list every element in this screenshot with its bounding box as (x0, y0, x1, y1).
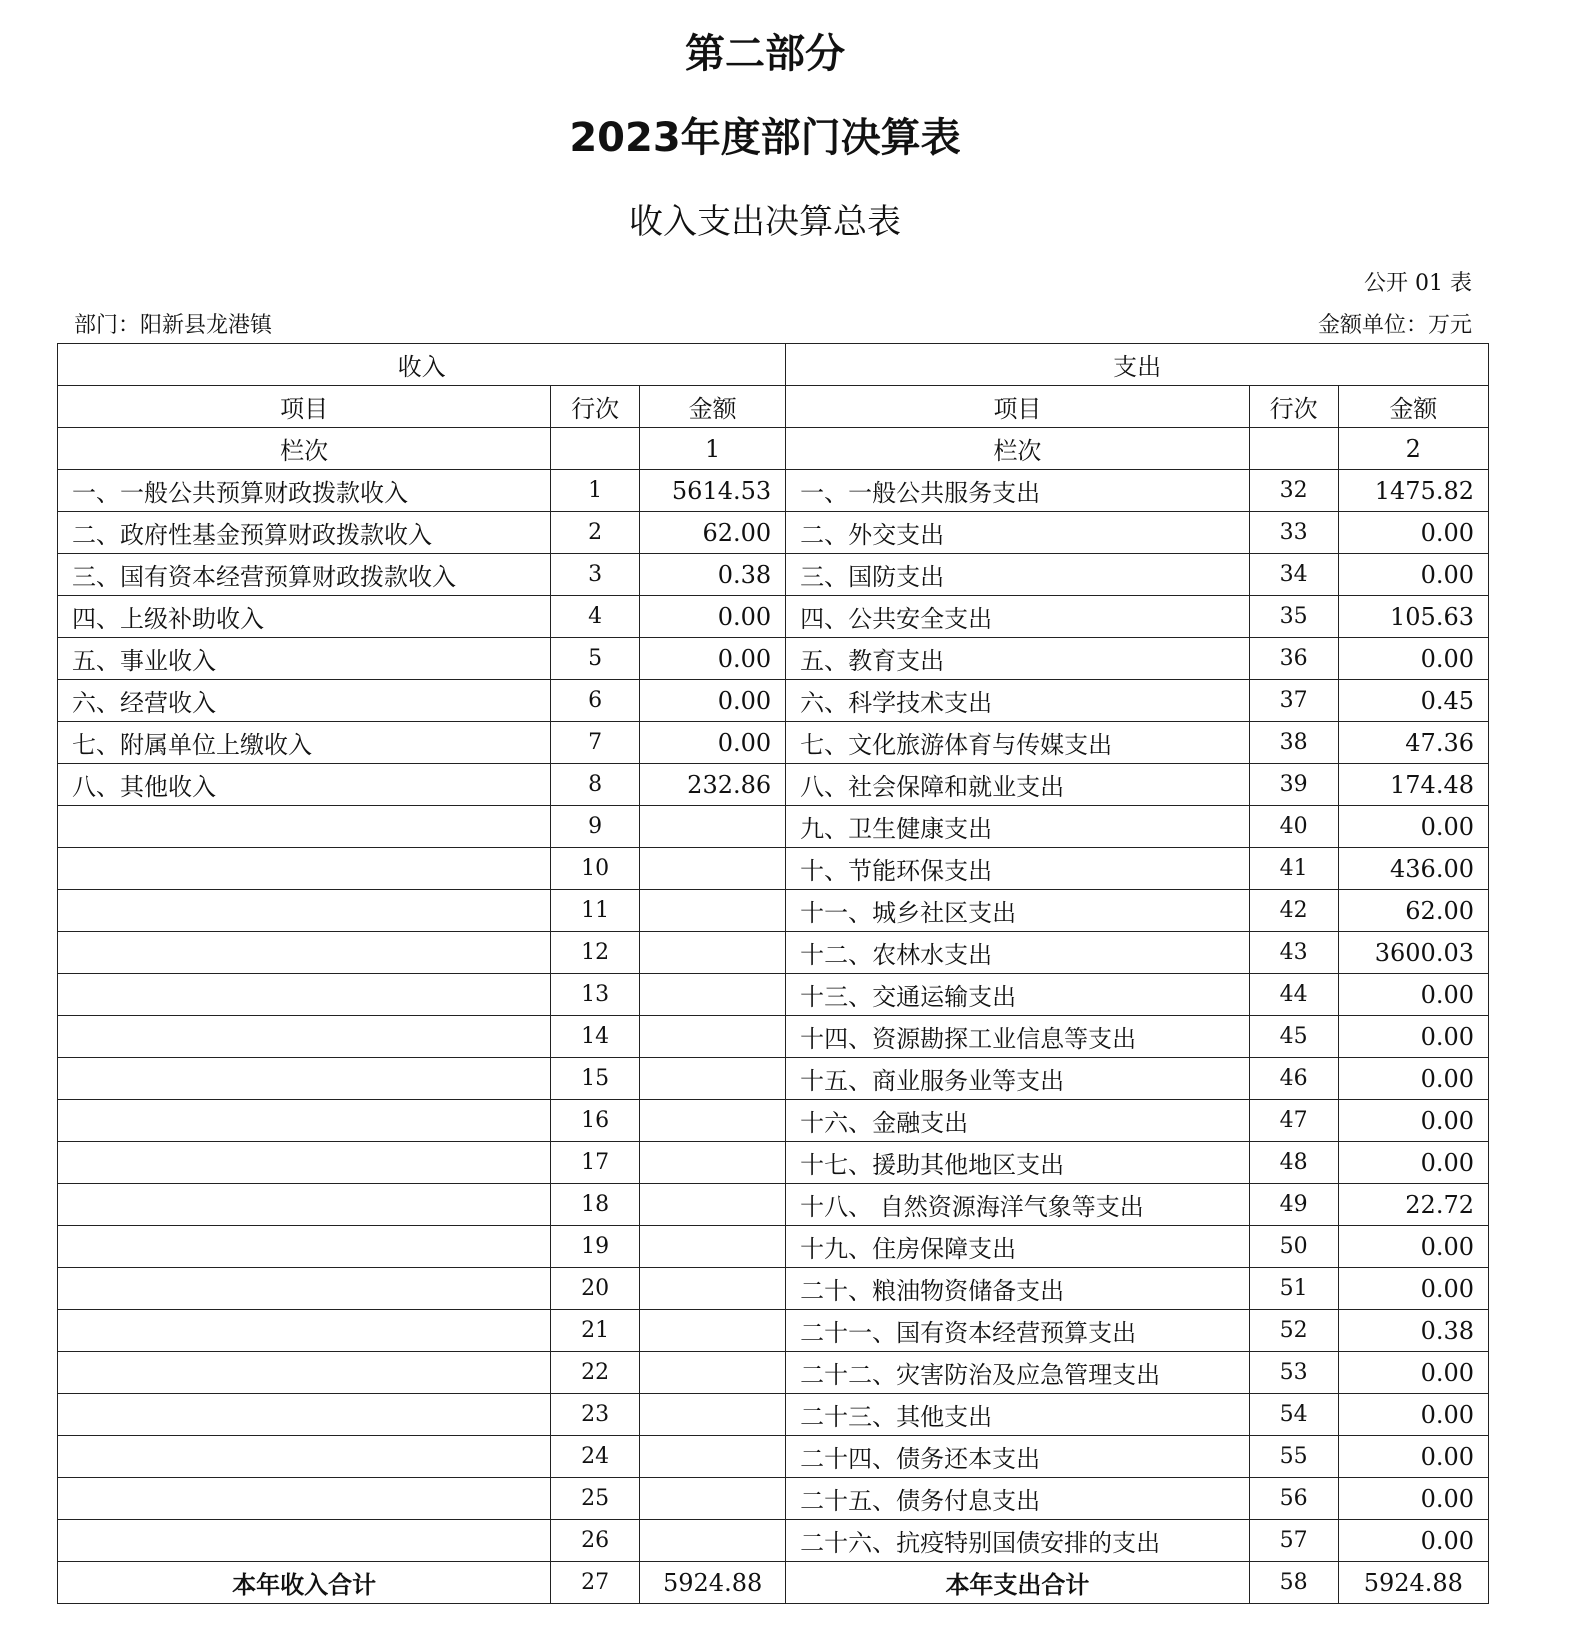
expense-item: 十二、农林水支出 (786, 932, 1250, 974)
income-amount (640, 1058, 786, 1100)
expense-row-no: 53 (1249, 1352, 1338, 1394)
table-row (58, 470, 1489, 512)
table-row (58, 512, 1489, 554)
expense-row-no: 50 (1249, 1226, 1338, 1268)
expense-row-no: 48 (1249, 1142, 1338, 1184)
table-row (58, 1352, 1489, 1394)
income-item (58, 890, 551, 932)
expense-column-label: 栏次 (786, 428, 1250, 470)
expense-amount: 62.00 (1338, 890, 1488, 932)
expense-amount: 174.48 (1338, 764, 1488, 806)
income-amount (640, 1436, 786, 1478)
income-amount: 62.00 (640, 512, 786, 554)
expense-total-amount: 5924.88 (1338, 1562, 1488, 1604)
income-amount: 0.00 (640, 596, 786, 638)
expense-row-no: 37 (1249, 680, 1338, 722)
income-row-no: 25 (551, 1478, 640, 1520)
table-row (58, 680, 1489, 722)
table-number: 公开 01 表 (1364, 271, 1472, 296)
income-item (58, 848, 551, 890)
income-item (58, 1436, 551, 1478)
expense-item: 十七、援助其他地区支出 (786, 1142, 1250, 1184)
expense-item: 二、外交支出 (786, 512, 1250, 554)
table-row (58, 1142, 1489, 1184)
expense-item: 十九、住房保障支出 (786, 1226, 1250, 1268)
expense-amount: 436.00 (1338, 848, 1488, 890)
expense-row-no: 32 (1249, 470, 1338, 512)
income-item (58, 1100, 551, 1142)
table-row (58, 974, 1489, 1016)
column-number-row (58, 428, 1489, 470)
income-row-no: 18 (551, 1184, 640, 1226)
income-item (58, 932, 551, 974)
expense-item: 二十二、灾害防治及应急管理支出 (786, 1352, 1250, 1394)
expense-row-no: 46 (1249, 1058, 1338, 1100)
expense-amount-header: 金额 (1338, 386, 1488, 428)
income-expense-table (57, 343, 1489, 1604)
income-item: 八、其他收入 (58, 764, 551, 806)
income-row-no: 26 (551, 1520, 640, 1562)
table-row (58, 890, 1489, 932)
income-amount (640, 974, 786, 1016)
expense-item: 八、社会保障和就业支出 (786, 764, 1250, 806)
income-amount (640, 1394, 786, 1436)
expense-item: 十一、城乡社区支出 (786, 890, 1250, 932)
income-item (58, 1310, 551, 1352)
expense-row-no: 45 (1249, 1016, 1338, 1058)
income-amount (640, 1478, 786, 1520)
expense-row-no: 54 (1249, 1394, 1338, 1436)
table-row (58, 1478, 1489, 1520)
expense-column-blank (1249, 428, 1338, 470)
table-title: 收入支出决算总表 (629, 202, 901, 242)
income-row-no: 3 (551, 554, 640, 596)
income-row-no: 5 (551, 638, 640, 680)
expense-row-no: 35 (1249, 596, 1338, 638)
expense-section-header: 支出 (786, 344, 1489, 386)
expense-item: 七、文化旅游体育与传媒支出 (786, 722, 1250, 764)
income-amount (640, 1310, 786, 1352)
income-row-no: 17 (551, 1142, 640, 1184)
income-amount (640, 1100, 786, 1142)
income-amount (640, 806, 786, 848)
expense-item: 二十五、债务付息支出 (786, 1478, 1250, 1520)
table-row (58, 1520, 1489, 1562)
expense-amount: 0.00 (1338, 806, 1488, 848)
expense-row-no: 55 (1249, 1436, 1338, 1478)
expense-item: 十、节能环保支出 (786, 848, 1250, 890)
income-amount (640, 1226, 786, 1268)
income-total-row-no: 27 (551, 1562, 640, 1604)
income-item (58, 1226, 551, 1268)
income-row-no: 10 (551, 848, 640, 890)
income-row-no: 11 (551, 890, 640, 932)
income-row-no: 22 (551, 1352, 640, 1394)
expense-item: 一、一般公共服务支出 (786, 470, 1250, 512)
expense-item: 十五、商业服务业等支出 (786, 1058, 1250, 1100)
income-item (58, 1184, 551, 1226)
expense-item: 二十三、其他支出 (786, 1394, 1250, 1436)
expense-row-no: 34 (1249, 554, 1338, 596)
table-row (58, 1436, 1489, 1478)
income-amount (640, 1352, 786, 1394)
income-item (58, 1268, 551, 1310)
income-amount: 0.00 (640, 722, 786, 764)
expense-amount: 0.00 (1338, 1142, 1488, 1184)
income-item (58, 1142, 551, 1184)
income-item (58, 1478, 551, 1520)
expense-total-row-no: 58 (1249, 1562, 1338, 1604)
income-row-no: 4 (551, 596, 640, 638)
income-total-label: 本年收入合计 (58, 1562, 551, 1604)
income-amount (640, 1184, 786, 1226)
income-item (58, 1058, 551, 1100)
expense-amount: 0.00 (1338, 1226, 1488, 1268)
expense-amount: 0.00 (1338, 1478, 1488, 1520)
expense-amount: 3600.03 (1338, 932, 1488, 974)
expense-amount: 22.72 (1338, 1184, 1488, 1226)
income-item: 六、经营收入 (58, 680, 551, 722)
income-item (58, 1394, 551, 1436)
expense-row-no: 56 (1249, 1478, 1338, 1520)
table-row (58, 1184, 1489, 1226)
expense-item: 四、公共安全支出 (786, 596, 1250, 638)
table-row (58, 806, 1489, 848)
totals-row (58, 1562, 1489, 1604)
income-row-no: 14 (551, 1016, 640, 1058)
expense-item: 六、科学技术支出 (786, 680, 1250, 722)
expense-amount: 0.00 (1338, 1016, 1488, 1058)
income-item: 五、事业收入 (58, 638, 551, 680)
expense-row-no: 33 (1249, 512, 1338, 554)
income-row-no: 12 (551, 932, 640, 974)
income-row-no: 1 (551, 470, 640, 512)
income-amount (640, 1520, 786, 1562)
income-amount: 5614.53 (640, 470, 786, 512)
expense-row-no: 42 (1249, 890, 1338, 932)
table-row (58, 596, 1489, 638)
income-amount (640, 1268, 786, 1310)
income-column-label: 栏次 (58, 428, 551, 470)
expense-row-no: 39 (1249, 764, 1338, 806)
expense-amount: 0.00 (1338, 554, 1488, 596)
income-row-no: 6 (551, 680, 640, 722)
expense-row-no: 41 (1249, 848, 1338, 890)
expense-column-number: 2 (1338, 428, 1488, 470)
expense-item: 十八、 自然资源海洋气象等支出 (786, 1184, 1250, 1226)
table-row (58, 554, 1489, 596)
expense-item: 九、卫生健康支出 (786, 806, 1250, 848)
expense-row-no: 51 (1249, 1268, 1338, 1310)
amount-unit-label: 金额单位：万元 (1317, 313, 1472, 338)
income-row-no: 16 (551, 1100, 640, 1142)
table-row (58, 638, 1489, 680)
income-amount: 0.00 (640, 638, 786, 680)
income-amount (640, 890, 786, 932)
section-header-row (58, 344, 1489, 386)
report-title: 2023年度部门决算表 (569, 115, 961, 161)
income-item (58, 1520, 551, 1562)
expense-amount: 0.00 (1338, 1352, 1488, 1394)
expense-amount: 105.63 (1338, 596, 1488, 638)
expense-amount: 1475.82 (1338, 470, 1488, 512)
income-row-no: 23 (551, 1394, 640, 1436)
expense-amount: 0.00 (1338, 974, 1488, 1016)
income-amount-header: 金额 (640, 386, 786, 428)
income-amount (640, 1142, 786, 1184)
expense-item: 二十六、抗疫特别国债安排的支出 (786, 1520, 1250, 1562)
expense-item: 二十一、国有资本经营预算支出 (786, 1310, 1250, 1352)
expense-row-no: 57 (1249, 1520, 1338, 1562)
income-amount: 232.86 (640, 764, 786, 806)
expense-amount: 0.00 (1338, 1268, 1488, 1310)
expense-amount: 0.00 (1338, 1520, 1488, 1562)
expense-row-no: 52 (1249, 1310, 1338, 1352)
table-row (58, 932, 1489, 974)
table-row (58, 1310, 1489, 1352)
table-row (58, 848, 1489, 890)
table-row (58, 764, 1489, 806)
part-title: 第二部分 (685, 31, 845, 77)
expense-amount: 0.00 (1338, 1100, 1488, 1142)
income-item: 二、政府性基金预算财政拨款收入 (58, 512, 551, 554)
expense-amount: 0.00 (1338, 1394, 1488, 1436)
expense-row-no: 36 (1249, 638, 1338, 680)
expense-amount: 0.45 (1338, 680, 1488, 722)
income-item (58, 806, 551, 848)
expense-row-no: 40 (1249, 806, 1338, 848)
expense-row-no: 47 (1249, 1100, 1338, 1142)
income-row-no: 13 (551, 974, 640, 1016)
income-item-header: 项目 (58, 386, 551, 428)
income-item: 一、一般公共预算财政拨款收入 (58, 470, 551, 512)
expense-item: 二十四、债务还本支出 (786, 1436, 1250, 1478)
income-item (58, 1352, 551, 1394)
income-row-no: 24 (551, 1436, 640, 1478)
income-row-no: 19 (551, 1226, 640, 1268)
income-row-no: 7 (551, 722, 640, 764)
expense-total-label: 本年支出合计 (786, 1562, 1250, 1604)
income-column-number: 1 (640, 428, 786, 470)
income-amount: 0.00 (640, 680, 786, 722)
income-section-header: 收入 (58, 344, 786, 386)
column-header-row (58, 386, 1489, 428)
income-row-no: 2 (551, 512, 640, 554)
expense-item: 二十、粮油物资储备支出 (786, 1268, 1250, 1310)
income-amount (640, 932, 786, 974)
income-item: 七、附属单位上缴收入 (58, 722, 551, 764)
table-row (58, 1394, 1489, 1436)
income-column-blank (551, 428, 640, 470)
expense-item: 十四、资源勘探工业信息等支出 (786, 1016, 1250, 1058)
income-row-no-header: 行次 (551, 386, 640, 428)
income-amount (640, 848, 786, 890)
expense-amount: 0.00 (1338, 1436, 1488, 1478)
table-row (58, 1268, 1489, 1310)
income-total-amount: 5924.88 (640, 1562, 786, 1604)
expense-item: 五、教育支出 (786, 638, 1250, 680)
expense-amount: 47.36 (1338, 722, 1488, 764)
expense-row-no: 49 (1249, 1184, 1338, 1226)
income-row-no: 15 (551, 1058, 640, 1100)
expense-amount: 0.00 (1338, 638, 1488, 680)
income-item (58, 1016, 551, 1058)
expense-row-no: 38 (1249, 722, 1338, 764)
income-item (58, 974, 551, 1016)
income-item: 四、上级补助收入 (58, 596, 551, 638)
table-row (58, 1016, 1489, 1058)
income-row-no: 8 (551, 764, 640, 806)
expense-item: 十六、金融支出 (786, 1100, 1250, 1142)
income-row-no: 20 (551, 1268, 640, 1310)
income-item: 三、国有资本经营预算财政拨款收入 (58, 554, 551, 596)
expense-row-no: 43 (1249, 932, 1338, 974)
table-row (58, 1226, 1489, 1268)
expense-item-header: 项目 (786, 386, 1250, 428)
income-row-no: 9 (551, 806, 640, 848)
expense-item: 十三、交通运输支出 (786, 974, 1250, 1016)
table-row (58, 1058, 1489, 1100)
expense-amount: 0.38 (1338, 1310, 1488, 1352)
expense-row-no-header: 行次 (1249, 386, 1338, 428)
expense-row-no: 44 (1249, 974, 1338, 1016)
income-amount: 0.38 (640, 554, 786, 596)
table-row (58, 722, 1489, 764)
table-row (58, 1100, 1489, 1142)
expense-amount: 0.00 (1338, 512, 1488, 554)
income-row-no: 21 (551, 1310, 640, 1352)
expense-amount: 0.00 (1338, 1058, 1488, 1100)
expense-item: 三、国防支出 (786, 554, 1250, 596)
income-amount (640, 1016, 786, 1058)
department-label: 部门：阳新县龙港镇 (74, 313, 273, 338)
